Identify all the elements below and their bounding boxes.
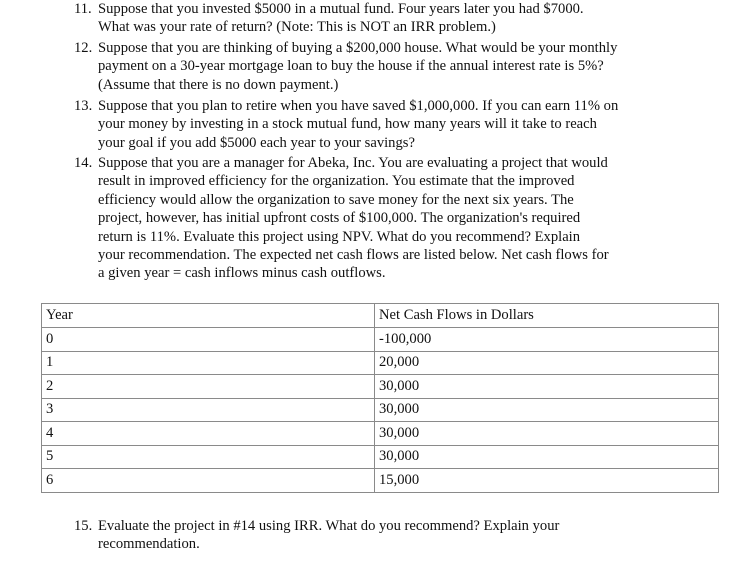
problem-11 [74, 0, 714, 37]
problem-line: result in improved efficiency for the organization. You estimate that the improved [98, 173, 575, 190]
problem-number: 11. [74, 1, 92, 17]
table-row [42, 469, 719, 493]
problem-line: Suppose that you are a manager for Abeka, Inc. You are evaluating a project that would [98, 155, 608, 171]
problem-text [98, 0, 714, 37]
problem-text [98, 39, 714, 94]
year-cell: 0 [42, 328, 375, 352]
problem-line: Suppose that you plan to retire when you have saved $1,000,000. If you can earn 11% on [98, 98, 619, 114]
problem-line: What was your rate of return? (Note: This is NOT an IRR problem.) [98, 19, 496, 36]
cash-flow-cell: 30,000 [375, 422, 719, 446]
cash-flow-cell: 30,000 [375, 445, 719, 469]
problem-line: Suppose that you are thinking of buying a $200,000 house. What would be your monthly [98, 40, 618, 56]
year-cell: 2 [42, 375, 375, 399]
cash-flow-cell: 30,000 [375, 398, 719, 422]
table-row [42, 422, 719, 446]
year-cell: 3 [42, 398, 375, 422]
year-cell: 5 [42, 445, 375, 469]
cash-flow-column-header: Net Cash Flows in Dollars [375, 304, 719, 328]
year-cell: 6 [42, 469, 375, 493]
problem-line: return is 11%. Evaluate this project using NPV. What do you recommend? Explain [98, 228, 581, 245]
problem-line: project, however, has initial upfront costs of $100,000. The organization's required [98, 210, 581, 227]
year-cell: 1 [42, 351, 375, 375]
problem-line: your recommendation. The expected net cash flows are listed below. Net cash flows for [98, 247, 609, 264]
problem-14 [74, 154, 714, 283]
problem-line: Suppose that you invested $5000 in a mutual fund. Four years later you had $7000. [98, 1, 584, 17]
cash-flow-cell: 20,000 [375, 351, 719, 375]
year-column-header: Year [42, 304, 375, 328]
problem-number: 12. [74, 40, 93, 56]
table-row [42, 351, 719, 375]
problem-line: Evaluate the project in #14 using IRR. What do you recommend? Explain your [98, 518, 560, 534]
problem-line: recommendation. [98, 536, 200, 553]
problem-15 [74, 517, 714, 554]
problem-line: a given year = cash inflows minus cash outflows. [98, 265, 386, 282]
year-cell: 4 [42, 422, 375, 446]
problem-number: 13. [74, 98, 93, 114]
problem-13 [74, 97, 714, 152]
problem-text [98, 154, 714, 283]
problem-line: efficiency would allow the organization to save money for the next six years. The [98, 191, 574, 208]
problem-text [98, 97, 714, 152]
cash-flow-cell: -100,000 [375, 328, 719, 352]
table-row [42, 328, 719, 352]
problem-line: payment on a 30-year mortgage loan to buy the house if the annual interest rate is 5%? [98, 58, 604, 75]
table-header-row [42, 304, 719, 328]
cash-flow-table [41, 303, 719, 493]
cash-flow-cell: 15,000 [375, 469, 719, 493]
problem-line: your money by investing in a stock mutual fund, how many years will it take to reach [98, 116, 597, 133]
problem-text [98, 517, 714, 554]
cash-flow-cell: 30,000 [375, 375, 719, 399]
table-row [42, 398, 719, 422]
problem-number: 14. [74, 155, 93, 171]
table-row [42, 445, 719, 469]
problem-12 [74, 39, 714, 94]
problem-line: (Assume that there is no down payment.) [98, 76, 339, 93]
problem-number: 15. [74, 518, 93, 534]
problem-line: your goal if you add $5000 each year to your savings? [98, 134, 415, 151]
table-row [42, 375, 719, 399]
